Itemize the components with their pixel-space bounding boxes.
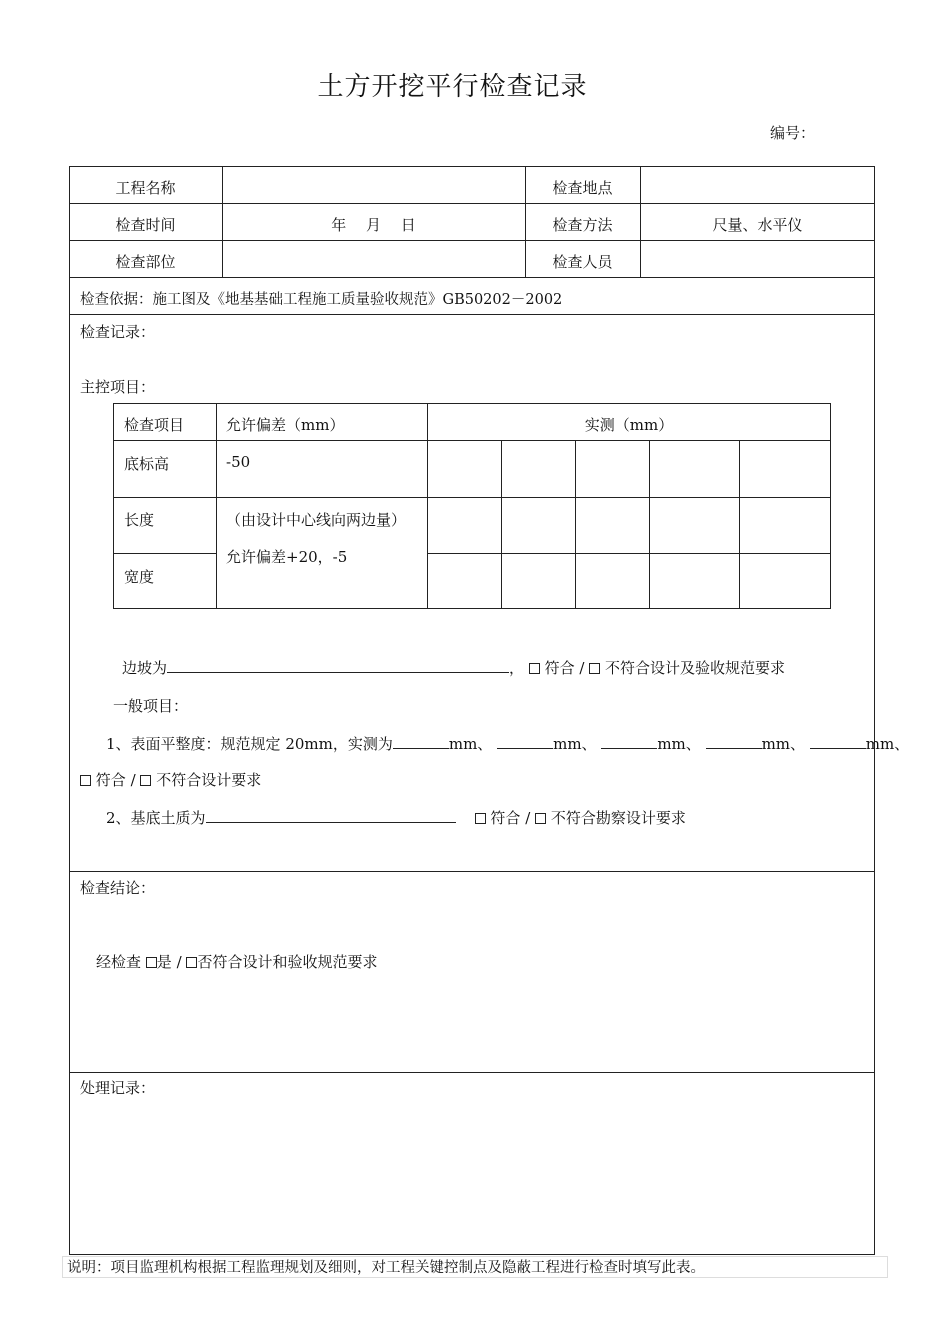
flatness-ok-checkbox[interactable] [80, 775, 91, 786]
project-name-label: 工程名称 [115, 179, 176, 197]
method-label: 检查方法 [552, 216, 613, 234]
inspection-basis: 检查依据：施工图及《地基基础工程施工质量验收规范》GB50202－2002 [80, 292, 563, 308]
time-label: 检查时间 [115, 216, 176, 234]
conclusion-no-checkbox[interactable] [186, 957, 197, 968]
flatness-blank-5[interactable] [810, 734, 866, 749]
col-header-measured: 实测（mm） [584, 416, 674, 434]
conclusion-label: 检查结论： [80, 879, 156, 897]
row-label-width: 宽度 [124, 568, 155, 586]
flatness-blank-4[interactable] [706, 734, 762, 749]
col-header-tolerance: 允许偏差（mm） [226, 416, 345, 434]
general-items-label: 一般项目： [113, 697, 189, 715]
soil-not-ok-checkbox[interactable] [535, 813, 546, 824]
col-header-item: 检查项目 [124, 416, 185, 434]
tolerance-length-width-note: （由设计中心线向两边量） [226, 511, 407, 529]
tolerance-bottom-elevation: -50 [226, 453, 251, 471]
main-items-label: 主控项目： [80, 378, 156, 396]
footer-note: 说明：项目监理机构根据工程监理规划及细则，对工程关键控制点及隐蔽工程进行检查时填写此表。 [62, 1256, 888, 1278]
inspector-label: 检查人员 [552, 253, 613, 271]
row-label-bottom-elevation: 底标高 [124, 455, 170, 473]
row-label-length: 长度 [124, 511, 155, 529]
location-label: 检查地点 [552, 179, 613, 197]
tolerance-length-width: 允许偏差+20，-5 [226, 548, 348, 566]
soil-line: 2、基底土质为 符合 / 不符合勘察设计要求 [106, 809, 686, 827]
location-field[interactable] [646, 172, 868, 198]
slope-blank[interactable] [167, 658, 509, 673]
conclusion-line: 经检查 是 / 否符合设计和验收规范要求 [96, 953, 378, 971]
project-name-field[interactable] [228, 172, 518, 198]
handling-field[interactable] [78, 1100, 866, 1245]
slope-ok-checkbox[interactable] [529, 663, 540, 674]
doc-number-label: 编号： [770, 124, 816, 142]
soil-ok-checkbox[interactable] [475, 813, 486, 824]
part-label: 检查部位 [115, 253, 176, 271]
page-title: 土方开挖平行检查记录 [317, 72, 588, 102]
flatness-line: 1、表面平整度：规范规定 20mm，实测为 mm、 mm、 mm、 mm、 mm、 [106, 735, 910, 753]
soil-blank[interactable] [206, 808, 456, 823]
record-label: 检查记录： [80, 323, 156, 341]
date-field[interactable]: 年 月 日 [331, 216, 416, 234]
flatness-not-ok-checkbox[interactable] [140, 775, 151, 786]
flatness-blank-2[interactable] [497, 734, 553, 749]
inspector-field[interactable] [646, 246, 868, 272]
flatness-blank-3[interactable] [601, 734, 657, 749]
handling-label: 处理记录： [80, 1079, 156, 1097]
flatness-blank-1[interactable] [393, 734, 449, 749]
form-outer-border [69, 166, 875, 1255]
part-field[interactable] [228, 246, 518, 272]
slope-line: 边坡为 ， 符合 / 不符合设计及验收规范要求 [122, 659, 786, 677]
slope-not-ok-checkbox[interactable] [589, 663, 600, 674]
flatness-result-line: 符合 / 不符合设计要求 [80, 769, 261, 790]
method-value: 尺量、水平仪 [712, 216, 803, 234]
conclusion-yes-checkbox[interactable] [146, 957, 157, 968]
